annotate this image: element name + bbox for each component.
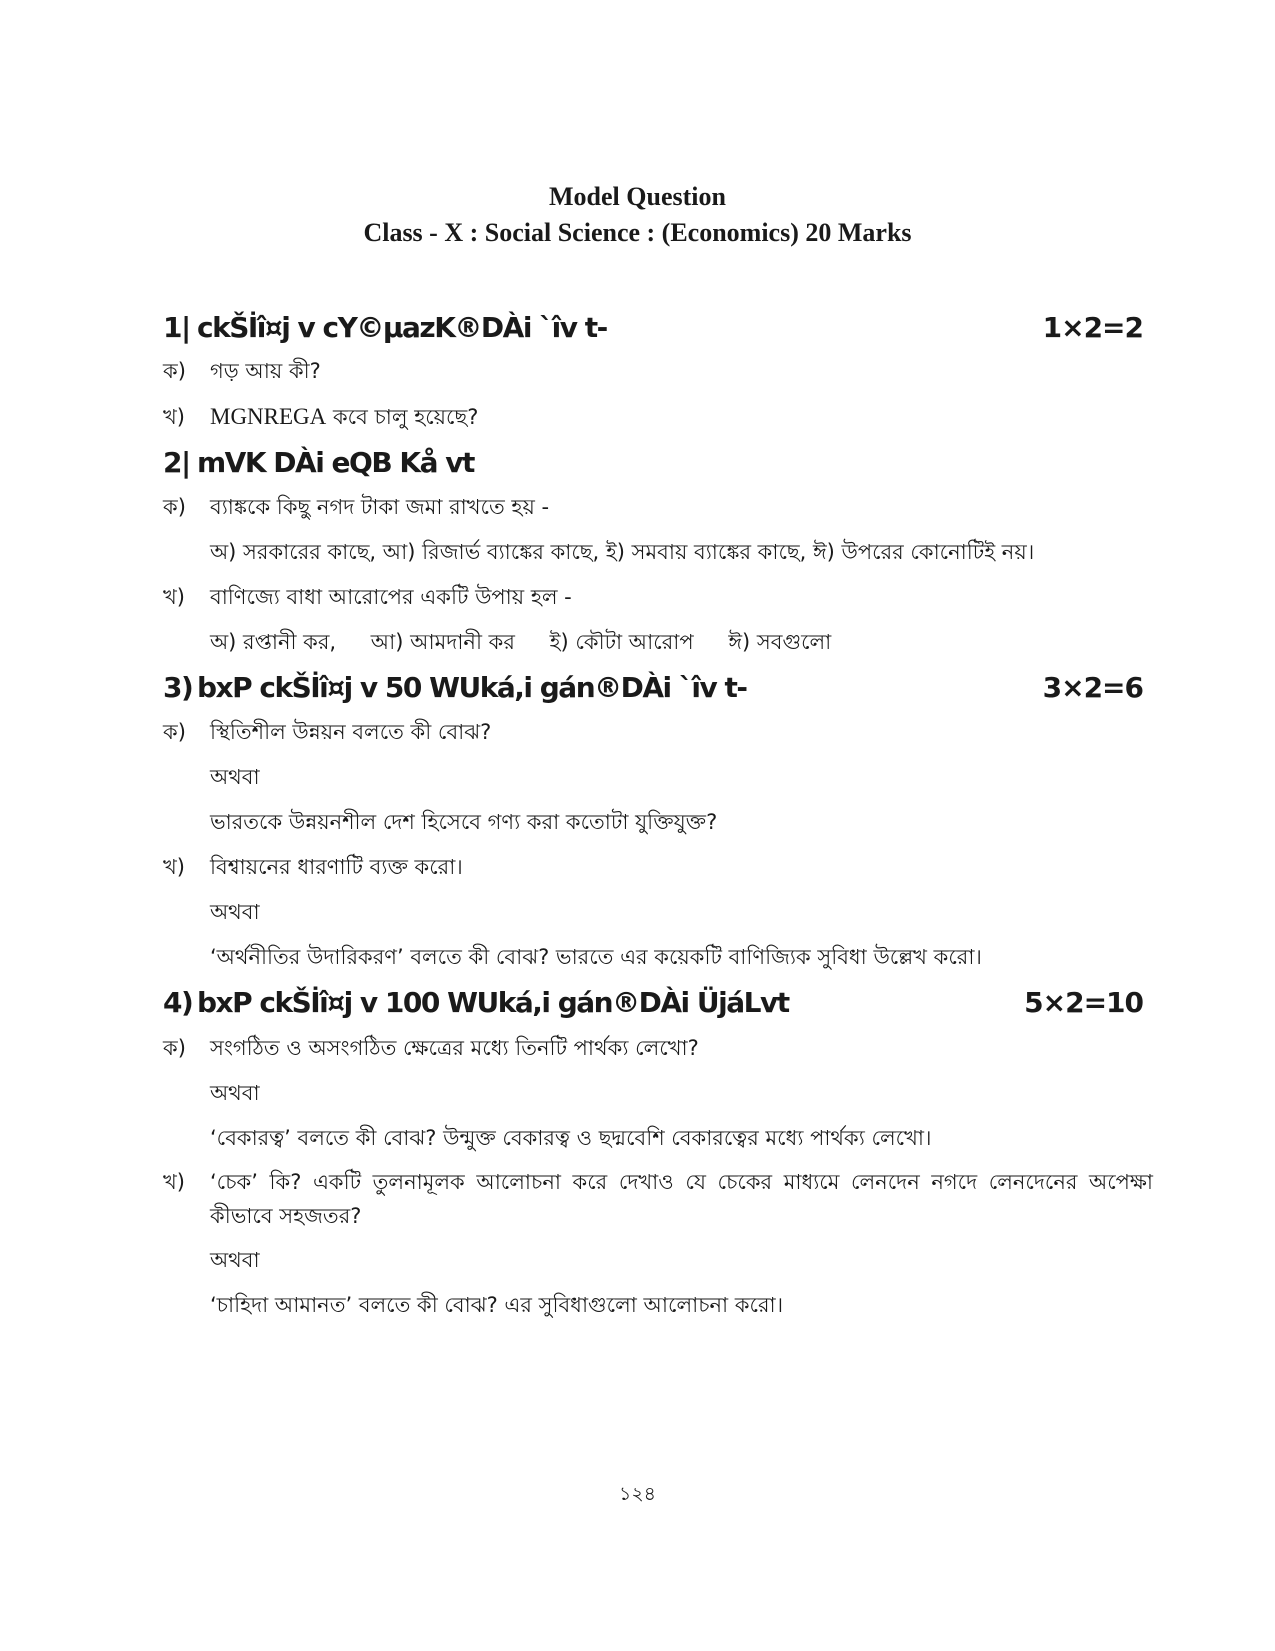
item-label: ক) (163, 1036, 186, 1060)
item-label: খ) (163, 405, 185, 429)
question-2-heading (163, 444, 1143, 480)
question-4-instruction: bxP ckŠİî¤j v 100 WUká,i gán®DÀi ÜjáLvt (197, 985, 789, 1019)
item-text (210, 400, 1153, 434)
question-2a-options: অ) সরকারের কাছে, আ) রিজার্ভ ব্যাঙ্কের কাছে, ই) সমবায় ব্যাঙ্কের কাছে, ঈ) উপরের কোনোটিই নয়। (210, 540, 1035, 564)
document-subtitle: Class - X : Social Science : (Economics) 20 Marks (363, 218, 912, 247)
document-title: Model Question (549, 182, 726, 211)
question-3-marks: 3×2=6 (1042, 670, 1143, 704)
question-1-number: 1| (163, 310, 190, 344)
question-4a (163, 1031, 1153, 1065)
item-text: বিশ্বায়নের ধারণাটি ব্যক্ত করো। (210, 855, 463, 879)
option-a: অ) রপ্তানী কর, (210, 630, 337, 654)
item-label: খ) (163, 855, 185, 879)
question-3b (163, 850, 1153, 884)
item-text-latin: MGNREGA (210, 404, 327, 429)
question-1-instruction: ckŠİî¤j v cY©µazK®DÀi `îv t- (197, 310, 607, 344)
question-2-instruction: mVK DÀi eQB Kå vt (197, 445, 474, 479)
alternative-question: ‘বেকারত্ব’ বলতে কী বোঝ? উন্মুক্ত বেকারত্ব ও ছদ্মবেশি বেকারত্বের মধ্যে পার্থক্য লেখো। (210, 1126, 932, 1150)
or-label: অথবা (210, 1248, 260, 1272)
item-label: ক) (163, 359, 186, 383)
or-label: অথবা (210, 1081, 260, 1105)
question-4b (163, 1165, 1153, 1233)
question-1b (163, 400, 1153, 434)
item-text: বাণিজ্যে বাধা আরোপের একটি উপায় হল - (210, 585, 572, 609)
question-1a (163, 354, 1153, 388)
question-2-number: 2| (163, 445, 190, 479)
item-text: স্থিতিশীল উন্নয়ন বলতে কী বোঝ? (210, 720, 492, 744)
alternative-question: ভারতকে উন্নয়নশীল দেশ হিসেবে গণ্য করা কতোটা যুক্তিযুক্ত? (210, 810, 718, 834)
option-d: ঈ) সবগুলো (728, 630, 832, 654)
question-4-heading (163, 984, 1143, 1020)
question-4-number: 4) (163, 985, 193, 1019)
option-c: ই) কৌটা আরোপ (549, 630, 694, 654)
question-2b (163, 580, 1153, 614)
question-2a (163, 490, 1153, 524)
question-3-instruction: bxP ckŠİî¤j v 50 WUká,i gán®DÀi `îv t- (197, 670, 747, 704)
item-text: গড় আয় কী? (210, 359, 321, 383)
item-label: ক) (163, 720, 186, 744)
alternative-question: ‘চাহিদা আমানত’ বলতে কী বোঝ? এর সুবিধাগুলো আলোচনা করো। (210, 1293, 784, 1317)
question-3-number: 3) (163, 670, 193, 704)
alternative-question: ‘অর্থনীতির উদারিকরণ’ বলতে কী বোঝ? ভারতে এর কয়েকটি বাণিজ্যিক সুবিধা উল্লেখ করো। (210, 945, 982, 969)
question-1-heading (163, 309, 1143, 345)
question-3-heading (163, 669, 1143, 705)
item-label: খ) (163, 585, 185, 609)
item-text: ‘চেক’ কি? একটি তুলনামূলক আলোচনা করে দেখাও যে চেকের মাধ্যমে লেনদেন নগদে লেনদেনের অপেক্ষা কীভাবে সহজতর? (210, 1170, 1153, 1228)
option-b: আ) আমদানী কর (370, 630, 515, 654)
question-4-marks: 5×2=10 (1024, 985, 1143, 1019)
item-text: সংগঠিত ও অসংগঠিত ক্ষেত্রের মধ্যে তিনটি পার্থক্য লেখো? (210, 1036, 699, 1060)
item-label: খ) (163, 1170, 185, 1194)
question-1-marks: 1×2=2 (1042, 310, 1143, 344)
or-label: অথবা (210, 765, 260, 789)
question-3a (163, 715, 1153, 749)
item-text: ব্যাঙ্ককে কিছু নগদ টাকা জমা রাখতে হয় - (210, 495, 550, 519)
document-header (0, 180, 1275, 250)
page-number: ১২৪ (618, 1483, 656, 1505)
or-label: অথবা (210, 900, 260, 924)
item-label: ক) (163, 495, 186, 519)
item-text-rest: কবে চালু হয়েছে? (326, 405, 479, 429)
question-2b-options (210, 625, 1150, 659)
